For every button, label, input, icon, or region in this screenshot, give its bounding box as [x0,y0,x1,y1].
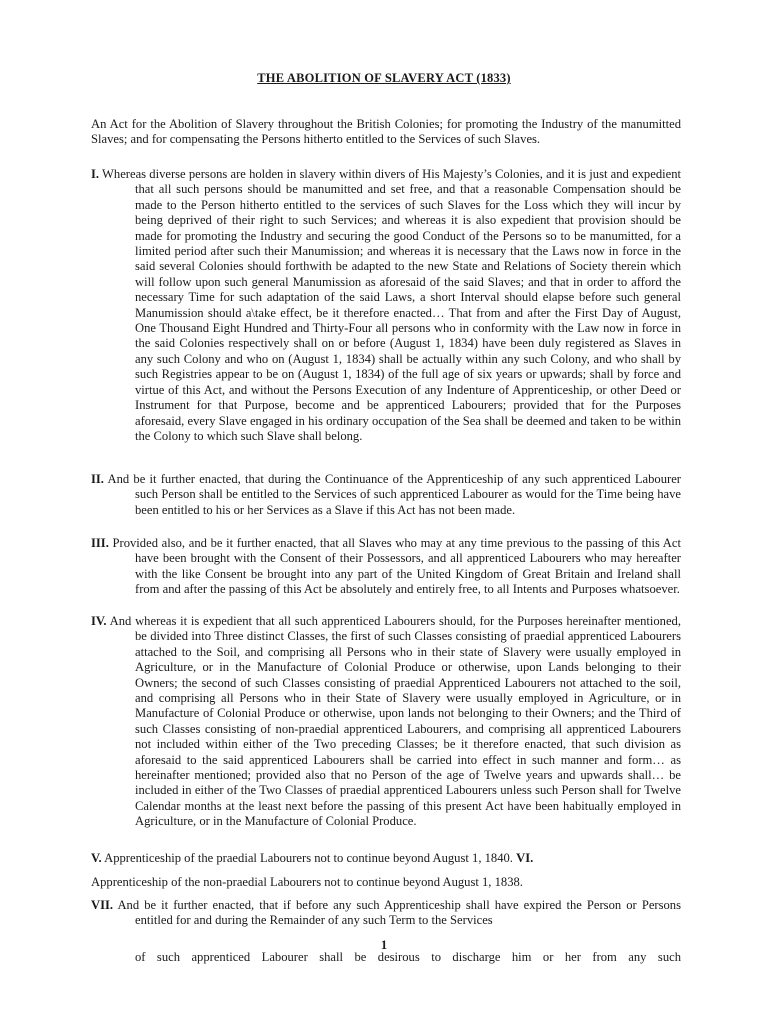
section-6 [91,875,681,890]
section-5 [91,851,681,866]
section-1 [91,167,681,444]
section-number: IV. [91,614,107,628]
section-text: And whereas it is expedient that all such apprenticed Labourers should, for the Purposes hereinafter mentioned, be divided into Three distinct Classes, the first of such Classes consisting of praedial apprenticed Labourers attached to the Soil, and comprising all Persons who in their state of Slavery were usually employed in Agriculture, or in the Manufacture of Colonial Produce or otherwise, upon Lands belonging to their Owners; the second of such Classes consisting of praedial Apprenticed Labourers not attached to the soil, and comprising all Persons who in their State of Slavery were usually employed in Agriculture, or in Manufacture of Colonial Produce or otherwise, upon lands not belonging to their Owners; and the Third of such Classes consisting of non-praedial apprenticed Labourers, and comprising all apprenticed Labourers not included within either of the Two preceding Classes; be it therefore enacted, that such division as aforesaid to the said apprenticed Labourers shall be carried into effect in such manner and form… as hereinafter mentioned; provided also that no Person of the age of Twelve years and upwards shall… be included in either of the Two Classes of praedial apprenticed Labourers unless such Person shall for Twelve Calendar months at the least next before the passing of this present Act have been habitually employed in Agriculture, or in the Manufacture of Colonial Produce. [109,614,681,829]
section-number: II. [91,472,104,486]
section-number: VI. [516,851,534,865]
section-text: And be it further enacted, that during the Continuance of the Apprenticeship of any such apprenticed Labourer such Person shall be entitled to the Services of such apprenticed Labourer as would for the Time being have been entitled to his or her Services as a Slave if this Act has not been made. [107,472,681,517]
section-3 [91,536,681,598]
section-text: Provided also, and be it further enacted, that all Slaves who may at any time previous to the passing of this Act have been brought with the Consent of their Possessors, and all apprenticed Labourers who may hereafter with the like Consent be brought into any part of the United Kingdom of Great Britain and Ireland shall from and after the passing of this Act be absolutely and entirely free, to all Intents and Purposes whatsoever. [112,536,681,597]
section-4 [91,614,681,830]
section-text: Apprenticeship of the praedial Labourers not to continue beyond August 1, 1840. [104,851,513,865]
section-text: And be it further enacted, that if before any such Apprenticeship shall have expired the Person or Persons entitled for and during the Remainder of any such Term to the Services [117,898,681,928]
section-7 [91,898,681,929]
section-number: VII. [91,898,114,912]
section-number: I. [91,167,100,181]
section-2 [91,472,681,518]
document-title: THE ABOLITION OF SLAVERY ACT (1833) [257,71,511,85]
intro-paragraph: An Act for the Abolition of Slavery throughout the British Colonies; for promoting the Industry of the manumitted Slaves; and for compensating the Persons hitherto entitled to the Services of such Slaves. [91,117,681,147]
section-number: III. [91,536,109,550]
section-text: Whereas diverse persons are holden in slavery within divers of His Majesty’s Colonies, and it is just and expedient that all such persons should be manumitted and set free, and that a reasonable Compensation should be made to the Person hitherto entitled to the services of such Slaves for the Loss which they will incur by being deprived of their right to such Services; and whereas it is also expedient that provision should be made for promoting the Industry and securing the good Conduct of the Persons so to be manumitted, for a limited period after such their Manumission; and whereas it is necessary that the Laws now in force in the said several Colonies should forthwith be adapted to the new State and Relations of Society therein which will follow upon such general Manumission as aforesaid of the said Slaves; and that in order to afford the necessary Time for such adaptation of the said Laws, a short Interval should elapse before such general Manumission should a\take effect, be it therefore enacted… That from and after the First Day of August, One Thousand Eight Hundred and Thirty-Four all persons who in conformity with the Law now in force in the said Colonies respectively shall on or before (August 1, 1834) have been duly registered as Slaves in any such Colony and who on (August 1, 1834) shall be actually within any such Colony, and who shall by such Registries appear to be on (August 1, 1834) of the full age of six years or upwards; shall by force and virtue of this Act, and without the Persons Execution of any Indenture of Apprenticeship, or other Deed or Instrument for that Purpose, become and be apprenticed Labourers; provided that for the Purposes aforesaid, every Slave engaged in his ordinary occupation of the Sea shall be deemed and taken to be within the Colony to which such Slave shall belong. [102,167,681,443]
section-text: Apprenticeship of the non-praedial Labourers not to continue beyond August 1, 1838. [91,875,523,889]
section-number: V. [91,851,102,865]
page-number: 1 [380,938,388,952]
continuation-text: of such apprenticed Labourer shall be desirous to discharge him or her from any such [135,950,681,964]
